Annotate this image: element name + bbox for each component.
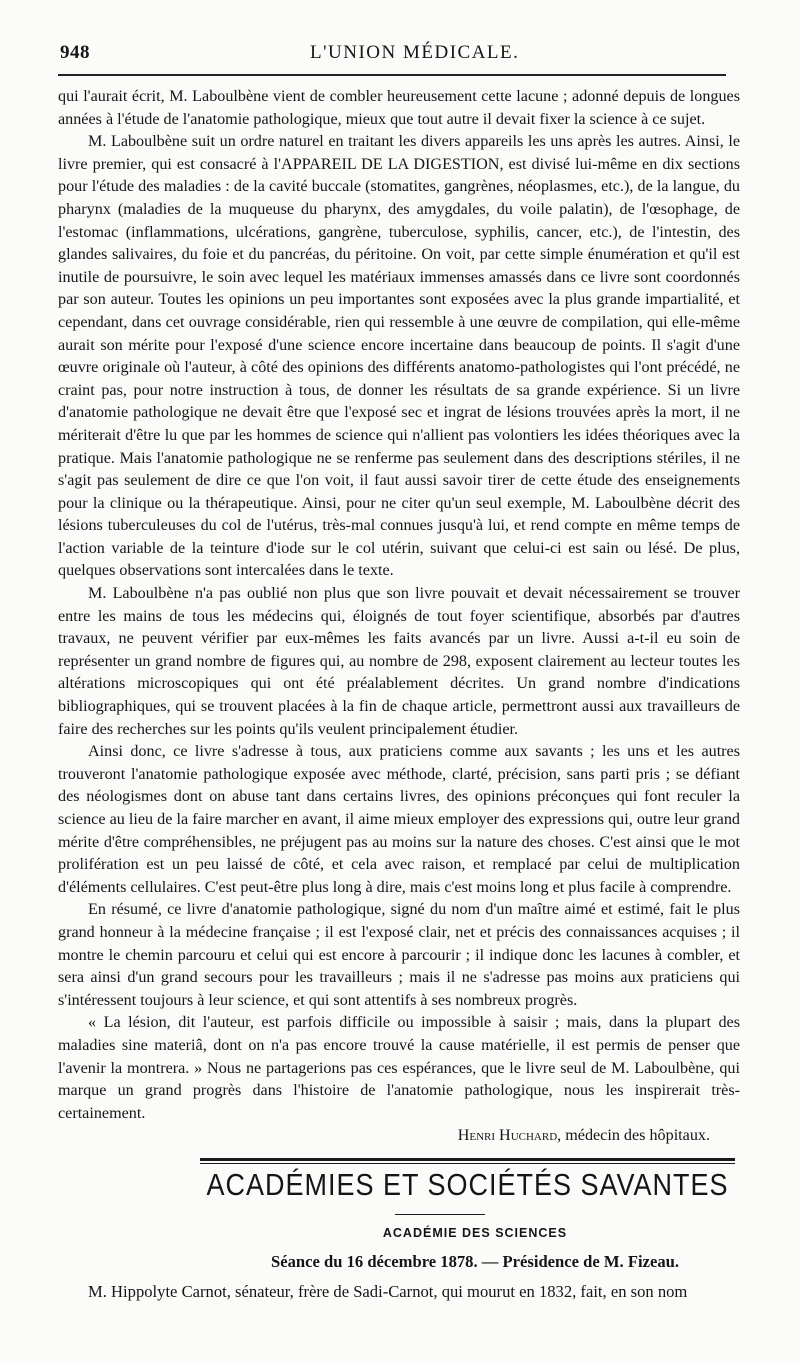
header-rule bbox=[58, 74, 726, 76]
review-body bbox=[58, 86, 740, 1148]
paragraph-1: qui l'aurait écrit, M. Laboulbène vient de combler heureusement cette lacune ; adonné depuis de longues années à l'étude de l'anatomie pathologique, mieux que tout autre il devait fixer la science à ce sujet. bbox=[58, 88, 740, 128]
section-rule-thin bbox=[200, 1163, 735, 1164]
subsection-rule bbox=[395, 1214, 485, 1215]
subsection-title: ACADÉMIE DES SCIENCES bbox=[382, 1226, 568, 1240]
paragraph-2: M. Laboulbène suit un ordre naturel en traitant les divers appareils les uns après les autres. Ainsi, le livre premier, qui est consacré à l'APPAREIL DE LA DIGESTION, est divisé lui-même en dix sections pour l'étude des maladies : de la cavité buccale (stomatites, gangrènes, néoplasmes, etc.), de la langue, du pharynx (maladies de la muqueuse du pharynx, des amygdales, du voile palatin), de l'œsophage, de l'estomac (inflammations, ulcérations, gangrène, tuberculose, syphilis, cancer, etc.), de l'intestin, des glandes salivaires, du foie et du pancréas, du péritoine. On voit, par cette simple énumération et qu'il est inutile de poursuivre, le soin avec lequel les matériaux immenses amassés dans ce livre sont coordonnés par son auteur. Toutes les opinions un peu importantes sont exposées avec la plus grande impartialité, et cependant, dans cet ouvrage considérable, rien qui ressemble à une œuvre de compilation, qui elle-même aurait son mérite pour l'exposé d'une science encore incertaine dans beaucoup de points. Il s'agit d'une œuvre originale où l'auteur, à côté des opinions des différents anatomo-pathologistes qui l'ont précédé, ne craint pas, pour notre instruction à tous, de donner les résultats de sa grande expérience. Si un livre d'anatomie pathologique ne devait être que l'exposé sec et ingrat de lésions trouvées après la mort, il ne mériterait d'être lu que par les hommes de science qui n'allient pas volontiers les idées théoriques avec la pratique. Mais l'anatomie pathologique ne se renferme pas seulement dans des descriptions stériles, il ne s'agit pas seulement de dire ce que l'on voit, il faut aussi savoir tirer de cette étude des enseignements pour la clinique ou la thérapeutique. Ainsi, pour ne citer qu'un seul exemple, M. Laboulbène décrit des lésions tuberculeuses du col de l'utérus, très-mal connues jusqu'à lui, et rend compte en même temps de l'action variable de la teinture d'iode sur le col utérin, suivant que celui-ci est sain ou lésé. De plus, quelques observations sont intercalées dans le texte. bbox=[58, 133, 740, 580]
signature-name: Henri Huchard, bbox=[457, 1127, 562, 1145]
signature-title: médecin des hôpitaux. bbox=[561, 1127, 710, 1145]
seance-line: Séance du 16 décembre 1878. — Présidence de M. Fizeau. bbox=[270, 1252, 679, 1271]
paragraph-3: M. Laboulbène n'a pas oublié non plus que son livre pouvait et devait nécessairement se trouver entre les mains de tous les médecins qui, éloignés de tout foyer scientifique, absorbés par d'autres travaux, ne peuvent vérifier par eux-mêmes les faits avancés par un livre. Aussi a-t-il eu soin de représenter un grand nombre de figures qui, au nombre de 298, exposent clairement au lecteur toutes les altérations microscopiques qui ont été préalablement décrites. Un grand nombre d'indications bibliographiques, qui se trouvent placées à la fin de chaque article, permettront aussi aux travailleurs de faire des recherches sur les points qu'ils veulent principalement étudier. bbox=[58, 585, 740, 738]
paragraph-5: En résumé, ce livre d'anatomie pathologique, signé du nom d'un maître aimé et estimé, fait le plus grand honneur à la médecine française ; il est l'exposé clair, net et précis des connaissances acquises ; il montre le chemin parcouru et celui qui est encore à parcourir ; il indique donc les lacunes à combler, et sera ainsi d'un grand secours pour les travailleurs ; mais il ne s'adresse pas moins aux praticiens qui s'intéressent toujours à leur science, et qui sont attentifs à ses nombreux progrès. bbox=[58, 901, 740, 1009]
section-title: ACADÉMIES ET SOCIÉTÉS SAVANTES bbox=[206, 1168, 729, 1202]
paragraph-4: Ainsi donc, ce livre s'adresse à tous, aux praticiens comme aux savants ; les uns et les autres trouveront l'anatomie pathologique exposée avec méthode, clarté, précision, sans parti pris ; se défiant des néologismes dont on abuse tant dans certains livres, des opinions préconçues qui font reculer la science au lieu de la faire marcher en avant, il aime mieux employer des expressions qui, outre leur grand mérite d'être compréhensibles, ne préjugent pas au moins sur la nature des choses. C'est ainsi que le mot prolifération est un peu laissé de côté, et cela avec raison, et remplacé par celui de multiplication d'éléments cellulaires. C'est peut-être plus long à dire, mais c'est moins long et plus facile à comprendre. bbox=[58, 743, 740, 896]
signature bbox=[58, 1125, 740, 1148]
page-number: 948 bbox=[60, 42, 90, 63]
section-rule-thick bbox=[200, 1158, 735, 1161]
paragraph-6: « La lésion, dit l'auteur, est parfois difficile ou impossible à saisir ; mais, dans la plupart des maladies sine materiâ, dont on n'a pas encore trouvé la cause matérielle, il est permis de penser que l'avenir la montrera. » Nous ne partagerions pas ces espérances, que le livre seul de M. Laboulbène, qui marque un grand progrès dans l'histoire de l'anatomie pathologique, nous les inspirerait très-certainement. bbox=[58, 1014, 740, 1122]
page-header bbox=[60, 42, 720, 72]
journal-title: L'UNION MÉDICALE. bbox=[310, 42, 520, 63]
section-first-line: M. Hippolyte Carnot, sénateur, frère de Sadi-Carnot, qui mourut en 1832, fait, en son nom bbox=[88, 1282, 688, 1301]
